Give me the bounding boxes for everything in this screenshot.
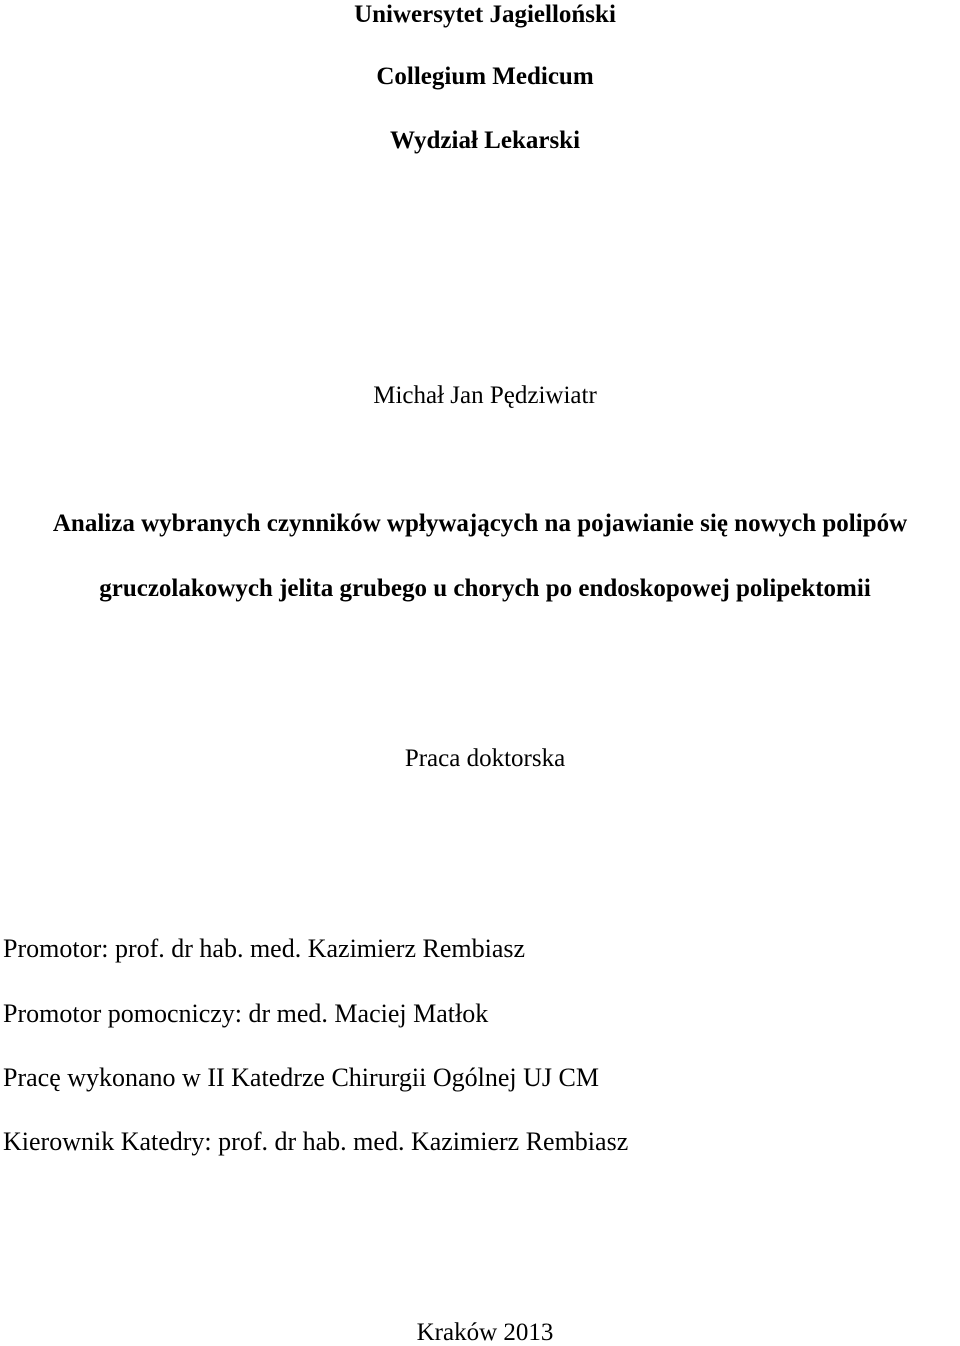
- place-and-year: Kraków 2013: [416, 1319, 554, 1346]
- author-name: Michał Jan Pędziwiatr: [373, 382, 597, 409]
- college-name: Collegium Medicum: [376, 63, 594, 90]
- assistant-promoter-line: Promotor pomocniczy: dr med. Maciej Matłok: [3, 999, 489, 1028]
- department-head-line: Kierownik Katedry: prof. dr hab. med. Kazimierz Rembiasz: [3, 1127, 629, 1156]
- department-line: Pracę wykonano w II Katedrze Chirurgii Ogólnej UJ CM: [3, 1063, 599, 1092]
- university-name: Uniwersytet Jagielloński: [354, 1, 616, 28]
- thesis-title-line-1: Analiza wybranych czynników wpływających na pojawianie się nowych polipów: [52, 510, 908, 537]
- thesis-title-line-2: gruczolakowych jelita grubego u chorych po endoskopowej polipektomii: [99, 575, 871, 602]
- thesis-type: Praca doktorska: [404, 745, 566, 772]
- faculty-name: Wydział Lekarski: [389, 127, 581, 154]
- promoter-line: Promotor: prof. dr hab. med. Kazimierz Rembiasz: [3, 934, 526, 963]
